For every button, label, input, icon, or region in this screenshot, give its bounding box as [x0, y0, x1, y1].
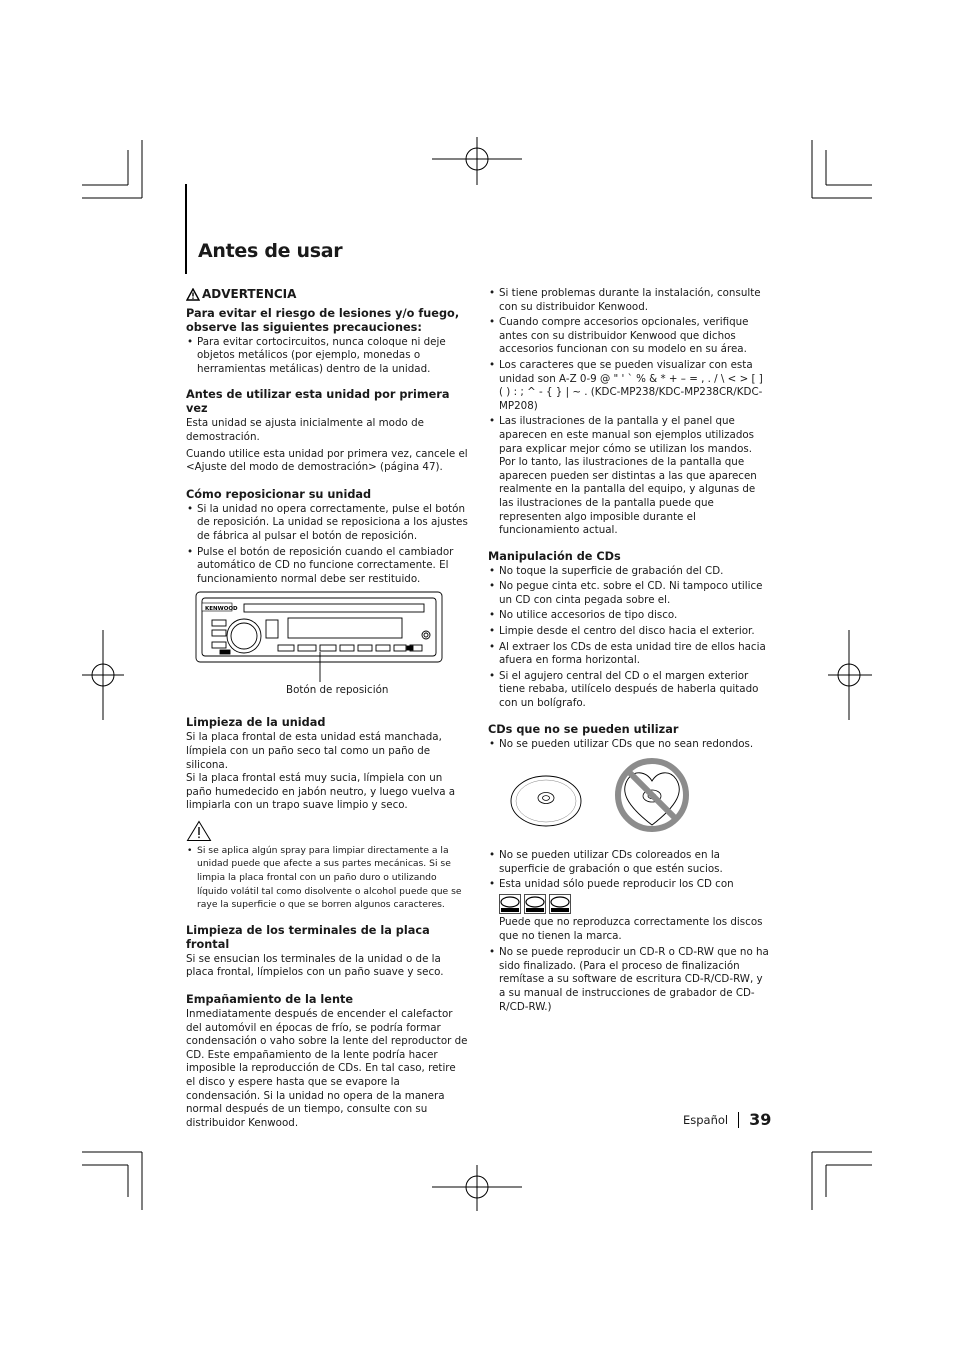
- general-list: [488, 287, 770, 538]
- list-item: • Las ilustraciones de la pantalla y el panel que aparecen en este manual son ejemplos utilizados para explicar mejor cómo se utilizan los mandos. Por lo tanto, las ilustraciones de la pantalla que aparecen pueden ser distintas a las que aparecen realmente en la pantalla del equipo, y algunas de las ilustraciones de la pantalla puede que representen algo imposible durante el funcionamiento actual.: [489, 415, 757, 537]
- list-item: • No se pueden utilizar CDs que no sean redondos.: [489, 737, 754, 750]
- list-item: • Pulse el botón de reposición cuando el cambiador automático de CD no funcione correctamente. El funcionamiento normal debe ser restituido.: [187, 545, 454, 585]
- page-footer: [683, 1110, 771, 1129]
- list-item: • Para evitar cortocircuitos, nunca coloque ni deje objetos metálicos (por ejemplo, monedas o herramientas metálicas) dentro de la unidad.: [187, 335, 446, 375]
- unusable-cds-heading: CDs que no se pueden utilizar: [488, 722, 679, 736]
- unusable-list-1: [488, 738, 770, 752]
- cd-handling-heading: Manipulación de CDs: [488, 549, 621, 563]
- list-item: • Los caracteres que se pueden visualizar con esta unidad son A-Z 0-9 @ " ' ` % & * + – = , . / \ < > [ ] ( ) : ; ^ - { } | ~ . (KDC-MP238/KDC-MP238CR/KDC-MP208): [489, 358, 763, 412]
- terminals-heading: Limpieza de los terminales de la placa frontal: [186, 923, 430, 951]
- cd-shape-figures: [488, 755, 770, 843]
- page-number: 39: [749, 1110, 772, 1129]
- round-cd-illustration: [510, 765, 590, 835]
- disc-logo-icon: [524, 894, 546, 914]
- list-item: • Esta unidad sólo puede reproducir los CD con: [489, 878, 734, 891]
- disc-logos: [488, 894, 770, 914]
- warning-label: ADVERTENCIA: [202, 287, 297, 301]
- list-item: • Si se aplica algún spray para limpiar directamente a la unidad puede que afecte a sus partes mecánicas. Si se limpia la placa frontal con un paño duro o utilizando líquido volátil tal como disolvente o alcohol puede que se raye la superficie o que se borren algunos caracteres.: [187, 844, 462, 911]
- list-item: • No utilice accesorios de tipo disco.: [489, 609, 678, 622]
- page-title: Antes de usar: [198, 240, 343, 262]
- list-item: • Si tiene problemas durante la instalación, consulte con su distribuidor Kenwood.: [489, 287, 761, 313]
- list-item: • Cuando compre accesorios opcionales, verifique antes con su distribuidor Kenwood que dichos accesorios funcionan con su modelo en su área.: [489, 316, 749, 356]
- list-item: • No se puede reproducir un CD-R o CD-RW que no ha sido finalizado. (Para el proceso de finalización remítase a su software de escritura CD-R/CD-RW, y a su manual de instrucciones de grabador de CD-R/CD-RW.): [489, 946, 769, 1013]
- logos-note: Puede que no reproduzca correctamente los discos que no tienen la marca.: [499, 916, 763, 942]
- faceplate-brand: KENWOOD: [205, 606, 238, 613]
- warning-heading-row: [186, 288, 468, 302]
- cleaning-paragraph-2: Si la placa frontal está muy sucia, límpiela con un paño humedecido en jabón neutro, y luego vuelva a limpiarla con un trapo suave limpio y seco.: [186, 772, 456, 812]
- disc-logo-icon: [499, 894, 521, 914]
- list-item: • No pegue cinta etc. sobre el CD. Ni tampoco utilice un CD con cinta pegada sobre el.: [489, 580, 763, 606]
- list-item: • Si la unidad no opera correctamente, pulse el botón de reposición. La unidad se reposiciona a los ajustes de fábrica al pulsar el botón de reposición.: [187, 502, 468, 542]
- first-use-heading: Antes de utilizar esta unidad por primera vez: [186, 388, 450, 416]
- cleaning-heading: Limpieza de la unidad: [186, 716, 326, 730]
- terminals-paragraph: Si se ensucian los terminales de la unidad o de la placa frontal, límpielos con un paño suave y seco.: [186, 952, 444, 979]
- footer-separator: [738, 1112, 739, 1128]
- list-item: • No se pueden utilizar CDs coloreados en la superficie de grabación o que estén sucios.: [489, 849, 723, 875]
- first-use-paragraph-2: Cuando utilice esta unidad por primera vez, cancele el <Ajuste del modo de demostración> (página 47).: [186, 447, 468, 474]
- list-item: • Si el agujero central del CD o el margen exterior tiene rebaba, utilícelo después de haberla quitado con un bolígrafo.: [489, 669, 759, 710]
- list-item: • No toque la superficie de grabación del CD.: [489, 564, 724, 577]
- faceplate-figure: [186, 590, 468, 708]
- caution-triangle-icon: [186, 820, 212, 842]
- prohibited-heart-cd-icon: [612, 755, 692, 835]
- unusable-list-3: [488, 946, 770, 1014]
- figure-caption: Botón de reposición: [286, 684, 389, 697]
- footer-language: Español: [683, 1112, 729, 1127]
- unusable-list-2: [488, 849, 770, 892]
- cleaning-paragraph-1: Si la placa frontal de esta unidad está manchada, límpiela con un paño seco tal como un paño de silicona.: [186, 731, 442, 771]
- warning-precautions-heading: Para evitar el riesgo de lesiones y/o fuego, observe las siguientes precauciones:: [186, 306, 460, 334]
- left-column: [186, 288, 468, 1133]
- car-stereo-faceplate-illustration: [186, 590, 468, 690]
- fog-paragraph: Inmediatamente después de encender el calefactor del automóvil en épocas de frío, se podría formar condensación o vaho sobre la lente del reproductor de CD. Este empañamiento de la lente podría hacer imposible la reproducción de CDs. En tal caso, retire el disco y espere hasta que se evapore la condensación. Si la unidad no opera de la manera normal después de un tiempo, consulte con su distribuidor Kenwood.: [186, 1008, 468, 1129]
- cd-handling-list: [488, 565, 770, 711]
- disc-logo-icon: [549, 894, 571, 914]
- warning-triangle-icon: [186, 288, 200, 301]
- caution-list: [186, 844, 468, 912]
- title-rule: [185, 184, 187, 274]
- fog-heading: Empañamiento de la lente: [186, 993, 354, 1007]
- reset-heading: Cómo reposicionar su unidad: [186, 487, 372, 501]
- right-column: [488, 287, 770, 1016]
- reset-list: [186, 503, 468, 587]
- list-item: • Limpie desde el centro del disco hacia el exterior.: [489, 625, 755, 638]
- warning-list: [186, 336, 468, 377]
- first-use-paragraph-1: Esta unidad se ajusta inicialmente al modo de demostración.: [186, 417, 424, 443]
- list-item: • Al extraer los CDs de esta unidad tire de ellos hacia afuera en forma horizontal.: [489, 640, 766, 667]
